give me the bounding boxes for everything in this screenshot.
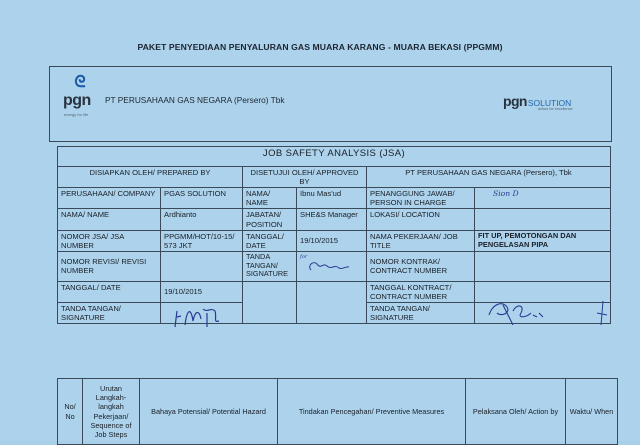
empty-cell xyxy=(297,281,367,302)
pgn-logo-tagline: energy for life xyxy=(64,112,89,117)
col-hazard: Bahaya Potensial/ Potential Hazard xyxy=(140,379,278,445)
name-label: NAMA/ NAME xyxy=(58,209,161,230)
empty-cell xyxy=(243,303,297,324)
col-sequence: Urutan Langkah-langkah Pekerjaan/ Sequence of Job Steps xyxy=(83,379,140,445)
contract-number-value xyxy=(475,251,611,281)
jsa-form-table xyxy=(57,146,611,324)
client-signature-icon xyxy=(483,295,603,331)
location-value xyxy=(475,209,611,230)
pgn-logo-text: pgn xyxy=(63,92,91,109)
col-no: No/ No xyxy=(58,379,83,445)
approver-signature-icon xyxy=(305,256,365,278)
solution-logo-pgn: pgn xyxy=(503,93,527,109)
steps-header-table xyxy=(57,378,618,445)
solution-logo-tagline: action for excellence xyxy=(538,107,573,111)
preparer-signature-cell xyxy=(161,303,243,324)
approver-signature-label: TANDA TANGAN/ SIGNATURE xyxy=(243,251,297,281)
contract-date-label: TANGGAL KONTRACT/ CONTRACT NUMBER xyxy=(367,281,475,302)
date2-value: 19/10/2015 xyxy=(161,281,243,302)
date2-label: TANGGAL/ DATE xyxy=(58,281,161,302)
approver-name-value: Ibnu Mas'ud xyxy=(297,188,367,209)
company-label: PERUSAHAAN/ COMPANY xyxy=(58,188,161,209)
pic-label: PENANGGUNG JAWAB/ PERSON IN CHARGE xyxy=(367,188,475,209)
position-label: JABATAN/ POSITION xyxy=(243,209,297,230)
location-label: LOKASI/ LOCATION xyxy=(367,209,475,230)
pic-value: Sion D xyxy=(475,188,611,209)
approver-signature-cell xyxy=(297,251,367,281)
empty-cell xyxy=(297,303,367,324)
pen-mark-icon xyxy=(593,299,613,329)
client-signature-cell xyxy=(475,303,611,324)
approver-name-label: NAMA/ NAME xyxy=(243,188,297,209)
col-when: Waktu/ When xyxy=(566,379,618,445)
pgn-solution-logo xyxy=(503,93,571,111)
jsa-number-label: NOMOR JSA/ JSA NUMBER xyxy=(58,230,161,251)
col-preventive: Tindakan Pencegahan/ Preventive Measures xyxy=(278,379,466,445)
for-mark: for xyxy=(300,253,308,260)
job-title-label: NAMA PEKERJAAN/ JOB TITLE xyxy=(367,230,475,251)
empty-cell xyxy=(243,281,297,302)
solution-logo-word: SOLUTION xyxy=(527,98,572,108)
preparer-signature-icon xyxy=(167,303,237,333)
approved-by-header: DISETUJUI OLEH/ APPROVED BY xyxy=(243,167,367,188)
date-value: 19/10/2015 xyxy=(297,230,367,251)
client-header: PT PERUSAHAAN GAS NEGARA (Persero), Tbk xyxy=(367,167,611,188)
company-name: PT PERUSAHAAN GAS NEGARA (Persero) Tbk xyxy=(105,95,285,105)
date-label: TANGGAL/ DATE xyxy=(243,230,297,251)
job-title-value: FIT UP, PEMOTONGAN DAN PENGELASAN PIPA xyxy=(475,230,611,251)
project-title: PAKET PENYEDIAAN PENYALURAN GAS MUARA KARANG - MUARA BEKASI (PPGMM) xyxy=(137,42,503,52)
form-title: JOB SAFETY ANALYSIS (JSA) xyxy=(58,147,611,167)
pgn-logo xyxy=(63,74,97,126)
name-value: Ardhianto xyxy=(161,209,243,230)
revision-label: NOMOR REVISI/ REVISI NUMBER xyxy=(58,251,161,281)
contract-number-label: NOMOR KONTRAK/ CONTRACT NUMBER xyxy=(367,251,475,281)
jsa-number-value: PPGMM/HOT/10-15/ 573 JKT xyxy=(161,230,243,251)
preparer-signature-label: TANDA TANGAN/ SIGNATURE xyxy=(58,303,161,324)
col-action-by: Pelaksana Oleh/ Action by xyxy=(466,379,566,445)
pgn-flame-icon: ᘓ xyxy=(74,74,86,91)
company-value: PGAS SOLUTION xyxy=(161,188,243,209)
position-value: SHE&S Manager xyxy=(297,209,367,230)
prepared-by-header: DISIAPKAN OLEH/ PREPARED BY xyxy=(58,167,243,188)
client-signature-label: TANDA TANGAN/ SIGNATURE xyxy=(367,303,475,324)
revision-value xyxy=(161,251,243,281)
